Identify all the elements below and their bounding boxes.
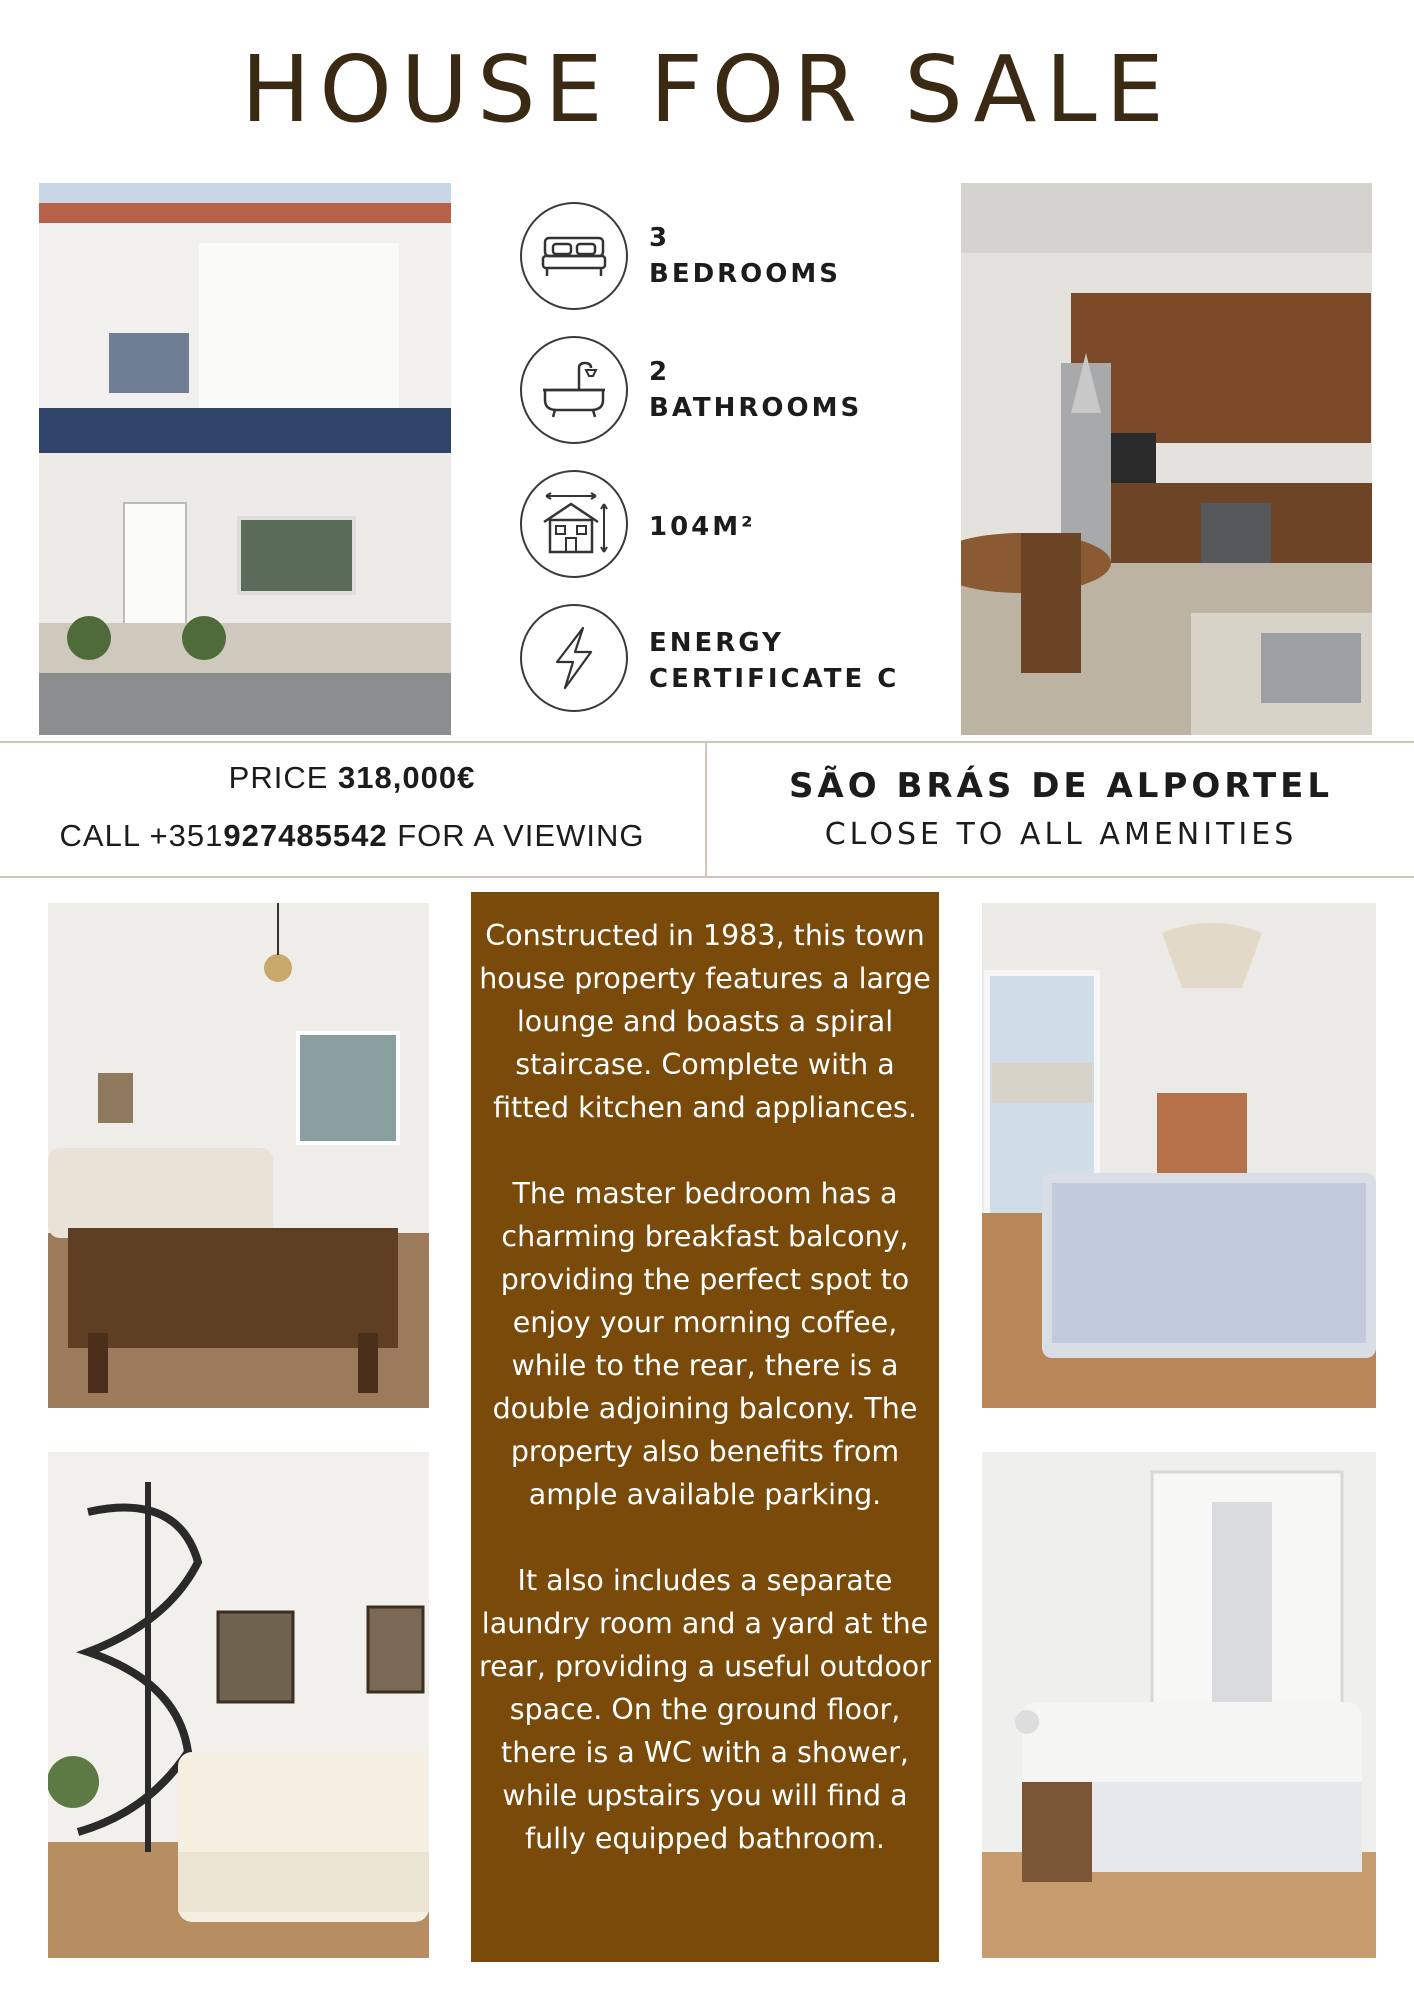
call-prefix: CALL +351 xyxy=(59,818,224,853)
location-town: SÃO BRÁS DE ALPORTEL xyxy=(788,766,1334,806)
feature-bath-circle xyxy=(520,336,628,444)
feature-area xyxy=(649,509,756,545)
bed-icon xyxy=(541,234,607,278)
description-paragraph-3: It also includes a separate laundry room and a yard at the rear, providing a useful outdoor space. On the ground floor, there is a WC with a shower, while upstairs you will find a fully equipped bathroom. xyxy=(479,1564,931,1855)
divider-bottom xyxy=(0,876,1414,878)
master-bedroom-photo xyxy=(982,903,1376,1408)
description-panel xyxy=(471,892,939,1962)
feature-energy xyxy=(649,625,899,697)
house-exterior-photo xyxy=(39,183,451,735)
house-area-icon xyxy=(540,492,608,556)
price-line xyxy=(0,760,704,796)
kitchen-photo xyxy=(961,183,1372,735)
location-note: CLOSE TO ALL AMENITIES xyxy=(824,817,1298,852)
bathtub-icon xyxy=(541,360,607,420)
divider-top xyxy=(0,741,1414,743)
feature-area-value: 104M² xyxy=(649,512,756,542)
call-suffix: FOR A VIEWING xyxy=(397,818,645,853)
call-line xyxy=(0,818,704,854)
feature-bathrooms-label: BATHROOMS xyxy=(649,393,863,423)
staircase-photo xyxy=(48,1452,429,1958)
second-bedroom-photo xyxy=(982,1452,1376,1958)
lounge-photo xyxy=(48,903,429,1408)
feature-area-circle xyxy=(520,470,628,578)
price-label: PRICE xyxy=(228,760,329,795)
feature-bed-circle xyxy=(520,202,628,310)
feature-energy-line2: CERTIFICATE C xyxy=(649,664,900,694)
feature-bedrooms xyxy=(649,220,841,292)
feature-bedrooms-label: BEDROOMS xyxy=(649,259,841,289)
phone-number: 927485542 xyxy=(223,818,388,853)
feature-energy-line1: ENERGY xyxy=(649,628,784,658)
page-title: HOUSE FOR SALE xyxy=(241,36,1173,143)
price-value: 318,000€ xyxy=(338,760,476,795)
description-paragraph-2: The master bedroom has a charming breakfast balcony, providing the perfect spot to enjoy your morning coffee, while to the rear, there is a double adjoining balcony. The property also benefits from ample available parking. xyxy=(492,1177,918,1511)
feature-bathrooms xyxy=(649,354,862,426)
description-paragraph-1: Constructed in 1983, this town house property features a large lounge and boasts a spiral staircase. Complete with a fitted kitchen and appliances. xyxy=(479,919,931,1124)
lightning-icon xyxy=(549,626,599,690)
feature-bedrooms-count: 3 xyxy=(649,223,671,253)
feature-bathrooms-count: 2 xyxy=(649,357,671,387)
feature-energy-circle xyxy=(520,604,628,712)
divider-middle xyxy=(705,742,707,876)
